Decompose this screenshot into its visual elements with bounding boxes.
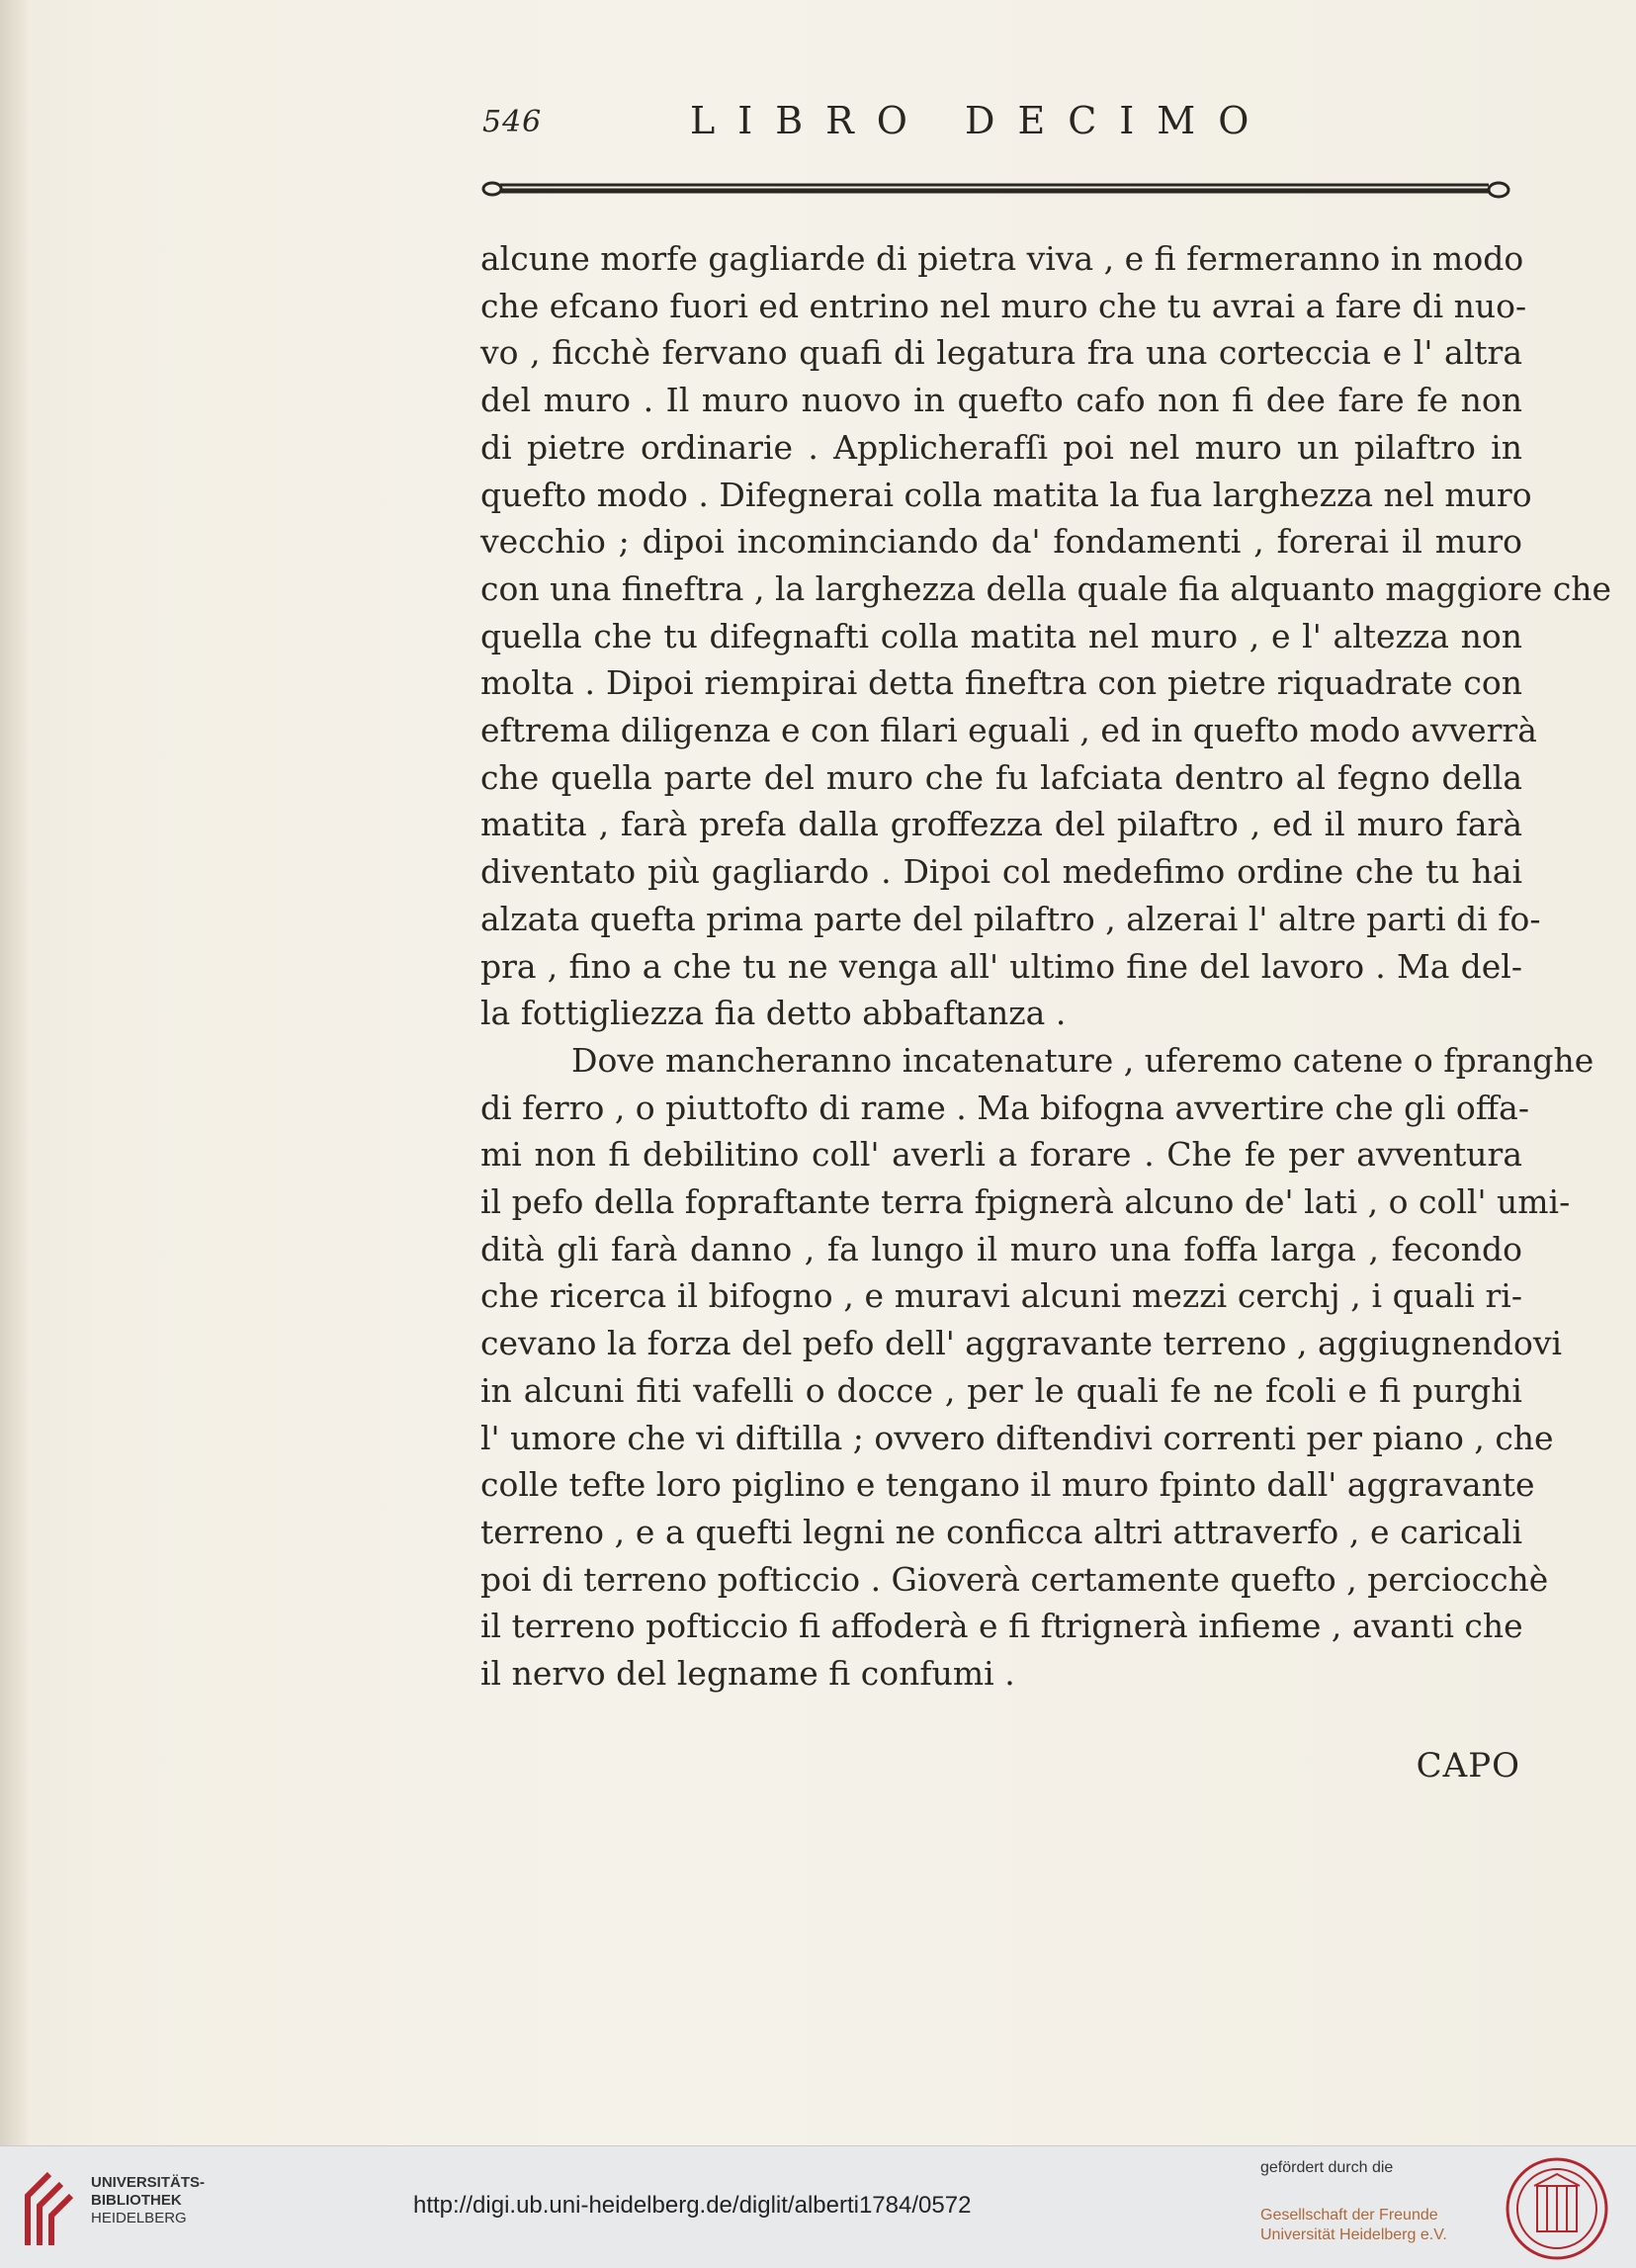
sponsor-lead: gefördert durch die [1260,2159,1394,2176]
text-line: colle tefte loro piglino e tengano il muro fpinto dall' aggravante [480,1465,1535,1505]
text-line: quefto modo . Difegnerai colla matita la fua larghezza nel muro [480,475,1532,514]
page-edge [0,0,28,2145]
text-line: terreno , e a quefti legni ne conficca altri attraverfo , e caricali [480,1512,1522,1551]
text-line: di pietre ordinarie . Applicherafſi poi nel muro un pilaftro in [480,427,1522,467]
running-head [482,99,1530,158]
text-line: l' umore che vi diftilla ; ovvero diftendivi correnti per piano , che [480,1418,1554,1457]
text-line: Dove mancheranno incatenature , uferemo catene o fpranghe [571,1040,1594,1080]
text-line: alcune morfe gagliarde di pietra viva , e fi fermeranno in modo [480,239,1524,278]
text-line: dità gli farà danno , fa lungo il muro una foffa larga , fecondo [480,1229,1522,1268]
text-line: cevano la forza del pefo dell' aggravante terreno , aggiugnendovi [480,1324,1563,1363]
text-line: pra , fino a che tu ne venga all' ultimo fine del lavoro . Ma del- [480,946,1522,986]
permalink-url[interactable]: http://digi.ub.uni-heidelberg.de/diglit/alberti1784/0572 [413,2192,972,2219]
sponsor-org-line: Gesellschaft der Freunde [1260,2207,1438,2224]
text-line: in alcuni fiti vafelli o docce , per le quali fe ne fcoli e fi purghi [480,1370,1522,1410]
text-line: che efcano fuori ed entrino nel muro che tu avrai a fare di nuo- [480,286,1527,325]
page-number: 546 [482,105,543,139]
text-line: il terreno pofticcio fi affoderà e fi ftrignerà infieme , avanti che [480,1607,1523,1646]
text-line: matita , farà prefa dalla groffezza del pilaftro , ed il muro farà [480,805,1522,844]
text-line: mi non fi debilitino coll' averli a forare . Che fe per avventura [480,1135,1522,1175]
text-line: la fottigliezza fia detto abbaftanza . [480,994,1067,1033]
library-name-line: UNIVERSITÄTS- [91,2174,206,2191]
text-line: che ricerca il bifogno , e muravi alcuni mezzi cerchj , i quali ri- [480,1276,1522,1316]
text-line: vecchio ; dipoi incominciando da' fondamenti , forerai il muro [480,522,1522,562]
body-text [480,235,1612,1698]
sponsor-credit [1260,2158,1478,2245]
text-line: eftrema diligenza e con filari eguali , ed in quefto modo avverrà [480,711,1537,750]
footer-bar [0,2145,1636,2268]
ornamental-rule [480,178,1512,200]
text-line: di ferro , o piuttofto di rame . Ma bifogna avvertire che gli offa- [480,1088,1529,1127]
ub-heidelberg-logo-icon [20,2166,77,2251]
library-name [91,2174,205,2227]
text-line: che quella parte del muro che fu lafciata dentro al fegno della [480,757,1522,797]
text-line: alzata quefta prima parte del pilaftro , alzerai l' altre parti di fo- [480,899,1541,938]
text-line: il pefo della fopraftante terra fpignerà alcuno de' lati , o coll' umi- [480,1182,1571,1222]
sponsor-org-line: Universität Heidelberg e.V. [1260,2226,1447,2243]
text-line: diventato più gagliardo . Dipoi col medefimo ordine che tu hai [480,852,1522,892]
text-line: molta . Dipoi riempirai detta fineftra con pietre riquadrate con [480,663,1522,703]
library-name-line: BIBLIOTHEK [91,2192,182,2209]
text-line: il nervo del legname fi confumi . [480,1654,1015,1694]
catchword: CAPO [1416,1746,1520,1786]
text-line: con una fineftra , la larghezza della quale fia alquanto maggiore che [480,568,1612,608]
book-title: LIBRO DECIMO [690,99,1272,142]
library-name-line: HEIDELBERG [91,2210,187,2226]
text-line: quella che tu difegnafti colla matita nel muro , e l' altezza non [480,616,1522,655]
text-line: vo , ficchè fervano quafi di legatura fra una corteccia e l' altra [480,333,1522,373]
text-line: poi di terreno pofticcio . Gioverà certamente quefto , perciocchè [480,1559,1549,1599]
university-seal-icon [1505,2156,1609,2261]
text-line: del muro . Il muro nuovo in quefto cafo non fi dee fare fe non [480,381,1522,420]
